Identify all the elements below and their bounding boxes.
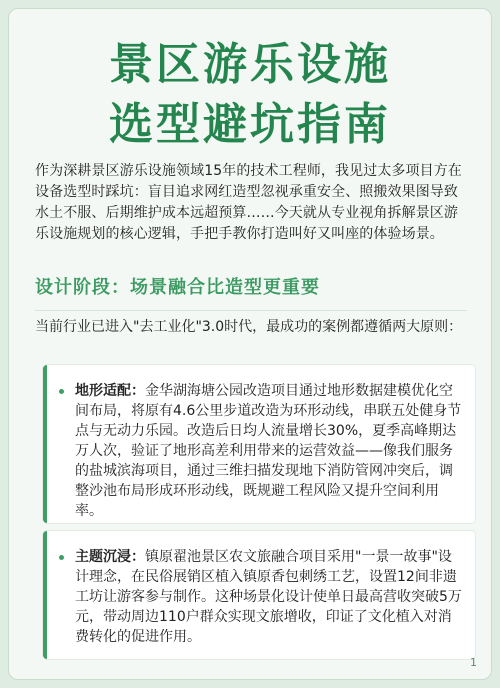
section-lead-text: 当前行业已进入"去工业化"3.0时代，最成功的案例都遵循两大原则： xyxy=(35,319,463,335)
card-body: 金华湖海塘公园改造项目通过地形数据建模优化空间布局，将原有4.6公里步道改造为环形动线，串联五处健身节点与无动力乐园。改造后日均人流量增长30%，夏季高峰期达万人次，验证了地形高差利用带来的运营效益——像我们服务的盐城滨海项目，通过三维扫描发现地下消防管网冲突后，调整沙池布局形成环形动线，既规避工程风险又提升空间利用率。 xyxy=(75,383,462,519)
bullet-dot-icon xyxy=(59,555,64,560)
page-title-line-2: 选型避坑指南 xyxy=(109,99,391,150)
article-page xyxy=(8,8,492,680)
page-number: 1 xyxy=(470,656,477,669)
intro-paragraph: 作为深耕景区游乐设施领域15年的技术工程师，我见过太多项目方在设备选型时踩坑：盲目追求网红造型忽视承重安全、照搬效果图导致水土不服、后期维护成本远超预算……今天就从专业视角拆解景区游乐设施规划的核心逻辑，手把手教你打造叫好又叫座的体验场景。 xyxy=(35,163,462,242)
card-body: 镇原翟池景区农文旅融合项目采用"一景一故事"设计理念，在民俗展销区植入镇原香包刺绣工艺，设置12间非遗工坊让游客参与制作。这种场景化设计使单日最高营收突破5万元，带动周边110户群众实现文旅增收，印证了文化植入对消费转化的促进作用。 xyxy=(75,549,462,645)
page-title-line-1: 景区游乐设施 xyxy=(109,39,391,90)
section-divider xyxy=(35,310,467,311)
card-label: 主题沉浸： xyxy=(75,549,145,565)
section-heading: 设计阶段：场景融合比造型更重要 xyxy=(35,277,320,298)
principle-card-terrain xyxy=(43,365,475,523)
bullet-dot-icon xyxy=(59,389,64,394)
card-label: 地形适配： xyxy=(75,383,145,399)
card-text xyxy=(75,381,465,521)
principle-card-theme xyxy=(43,531,475,659)
card-text xyxy=(75,547,465,647)
